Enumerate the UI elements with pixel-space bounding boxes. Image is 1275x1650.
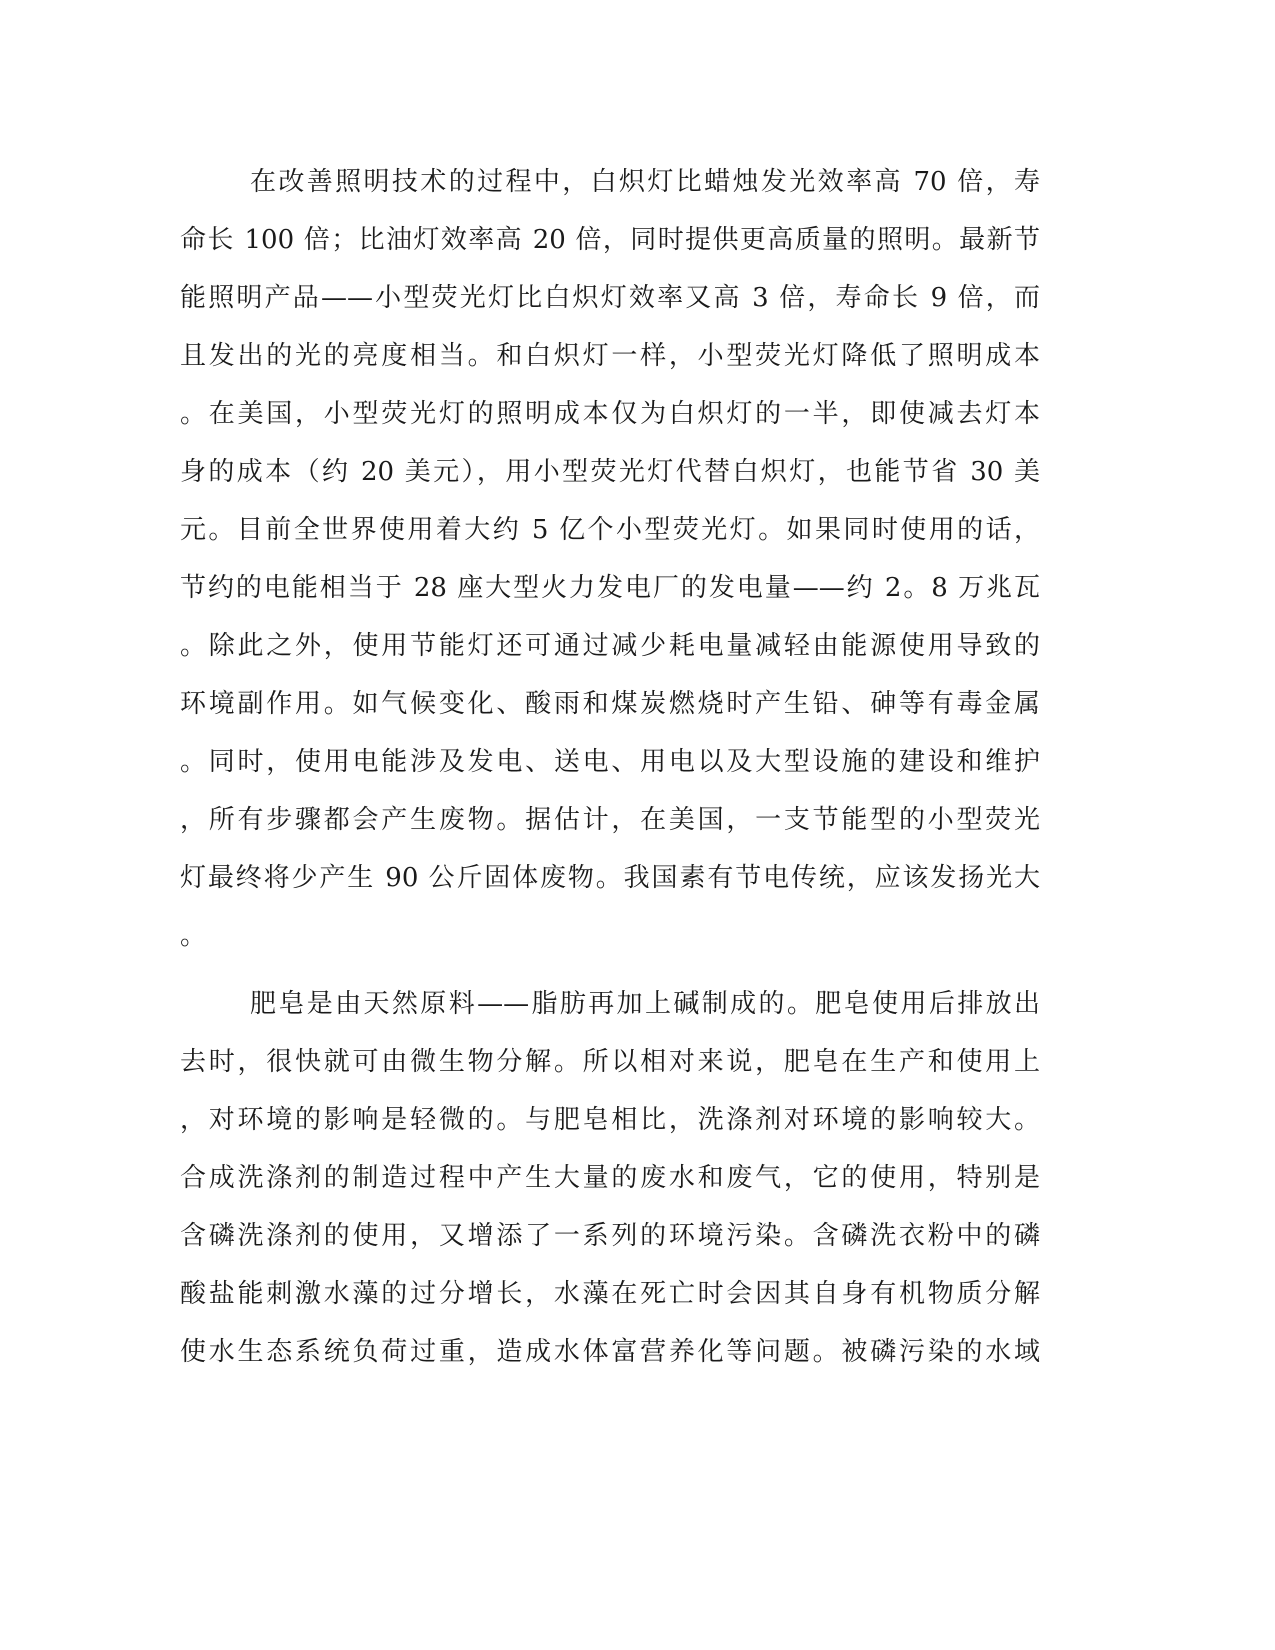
paragraph-1-line: 环境副作用。如气候变化、酸雨和煤炭燃烧时产生铅、砷等有毒金属 xyxy=(180,689,1040,719)
paragraph-2-line: 含磷洗涤剂的使用，又增添了一系列的环境污染。含磷洗衣粉中的磷 xyxy=(180,1221,1040,1251)
paragraph-2-line: ，对环境的影响是轻微的。与肥皂相比，洗涤剂对环境的影响较大。 xyxy=(180,1105,1040,1135)
paragraph-2-line: 肥皂是由天然原料——脂肪再加上碱制成的。肥皂使用后排放出 xyxy=(250,989,1040,1019)
paragraph-2-line: 使水生态系统负荷过重，造成水体富营养化等问题。被磷污染的水域 xyxy=(180,1337,1040,1367)
paragraph-2-line: 酸盐能刺激水藻的过分增长，水藻在死亡时会因其自身有机物质分解 xyxy=(180,1279,1040,1309)
paragraph-1-line: 。同时，使用电能涉及发电、送电、用电以及大型设施的建设和维护 xyxy=(180,747,1040,777)
paragraph-1-line: 。除此之外，使用节能灯还可通过减少耗电量减轻由能源使用导致的 xyxy=(180,631,1040,661)
paragraph-1-line: 且发出的光的亮度相当。和白炽灯一样，小型荧光灯降低了照明成本 xyxy=(180,341,1040,371)
paragraph-1-line: 。 xyxy=(180,921,207,951)
paragraph-1-line: 命长 100 倍；比油灯效率高 20 倍，同时提供更高质量的照明。最新节 xyxy=(180,225,1040,255)
paragraph-2-line: 去时，很快就可由微生物分解。所以相对来说，肥皂在生产和使用上 xyxy=(180,1047,1040,1077)
paragraph-1-line: 身的成本（约 20 美元），用小型荧光灯代替白炽灯，也能节省 30 美 xyxy=(180,457,1040,487)
paragraph-1-line: 。在美国，小型荧光灯的照明成本仅为白炽灯的一半，即使减去灯本 xyxy=(180,399,1040,429)
paragraph-1-line: 能照明产品——小型荧光灯比白炽灯效率又高 3 倍，寿命长 9 倍，而 xyxy=(180,283,1040,313)
paragraph-1-line: ，所有步骤都会产生废物。据估计，在美国，一支节能型的小型荧光 xyxy=(180,805,1040,835)
paragraph-1-line: 灯最终将少产生 90 公斤固体废物。我国素有节电传统，应该发扬光大 xyxy=(180,863,1040,893)
paragraph-1-line: 在改善照明技术的过程中，白炽灯比蜡烛发光效率高 70 倍，寿 xyxy=(250,167,1040,197)
paragraph-1-line: 节约的电能相当于 28 座大型火力发电厂的发电量——约 2。8 万兆瓦 xyxy=(180,573,1040,603)
paragraph-1-line: 元。目前全世界使用着大约 5 亿个小型荧光灯。如果同时使用的话， xyxy=(180,515,1040,545)
paragraph-2-line: 合成洗涤剂的制造过程中产生大量的废水和废气，它的使用，特别是 xyxy=(180,1163,1040,1193)
